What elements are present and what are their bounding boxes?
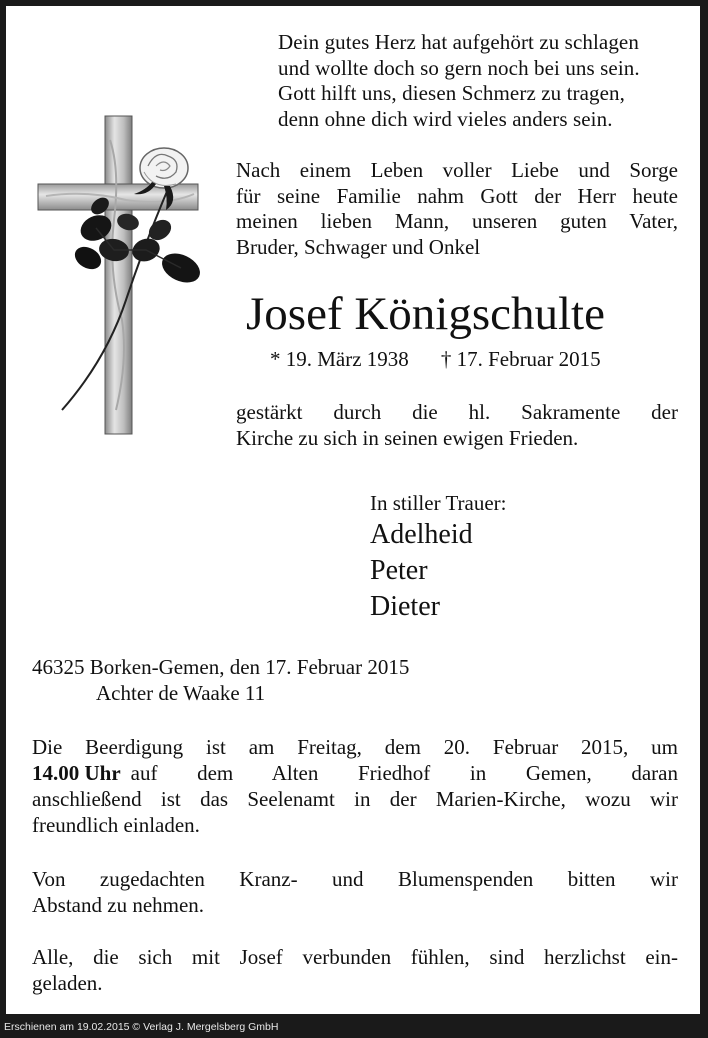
poem-line: Gott hilft uns, diesen Schmerz zu tragen, <box>278 81 626 105</box>
mourner-name: Peter <box>370 555 428 586</box>
closing-line: Kirche zu sich in seinen ewigen Frieden. <box>236 425 579 450</box>
invitation-line: Alle, die sich mit Josef verbunden fühlen, sind herzlichst ein- <box>32 945 678 969</box>
funeral-line: anschließend ist das Seelenamt in der Marien-Kirche, wozu wir <box>32 787 678 811</box>
closing-line: gestärkt durch die hl. Sakramente der <box>236 400 678 424</box>
mourner-name: Adelheid <box>370 519 473 550</box>
donation-line: Abstand zu nehmen. <box>32 893 205 917</box>
birth-date: * 19. März 1938 <box>270 347 409 371</box>
deceased-name: Josef Königschulte <box>246 288 605 340</box>
street-address: Achter de Waake 11 <box>96 681 266 705</box>
invitation-note <box>32 944 678 996</box>
funeral-line: freundlich einladen. <box>32 813 200 837</box>
death-date: † 17. Februar 2015 <box>440 347 601 371</box>
publication-footer: Erschienen am 19.02.2015 © Verlag J. Mergelsberg GmbH <box>4 1021 279 1033</box>
life-dates <box>270 346 690 372</box>
cross-with-rose-icon <box>36 110 216 440</box>
mourner-name: Dieter <box>370 591 440 622</box>
intro-text <box>236 158 678 260</box>
intro-line: Bruder, Schwager und Onkel <box>236 234 481 259</box>
poem-line: und wollte doch so gern noch bei uns sein. <box>278 55 640 80</box>
place-date: 46325 Borken-Gemen, den 17. Februar 2015 <box>32 655 410 679</box>
intro-line: für seine Familie nahm Gott der Herr heute <box>236 183 678 208</box>
closing-text <box>236 400 678 451</box>
funeral-time: 14.00 Uhr <box>32 761 121 785</box>
poem <box>278 30 688 132</box>
funeral-line <box>32 760 678 786</box>
poem-line: Dein gutes Herz hat aufgehört zu schlagen <box>278 30 639 54</box>
intro-line: Nach einem Leben voller Liebe und Sorge <box>236 158 678 182</box>
funeral-info <box>32 734 678 838</box>
poem-line: denn ohne dich wird vieles anders sein. <box>278 106 613 131</box>
obituary-notice <box>6 6 700 1014</box>
intro-line: meinen lieben Mann, unseren guten Vater, <box>236 209 678 233</box>
mourners-label: In stiller Trauer: <box>370 491 507 515</box>
invitation-line: geladen. <box>32 971 103 995</box>
donation-line: Von zugedachten Kranz- und Blumenspenden bitten wir <box>32 867 678 891</box>
funeral-line: Die Beerdigung ist am Freitag, dem 20. Februar 2015, um <box>32 735 678 759</box>
funeral-line-rest: auf dem Alten Friedhof in Gemen, daran <box>130 761 678 785</box>
donation-note <box>32 866 678 918</box>
